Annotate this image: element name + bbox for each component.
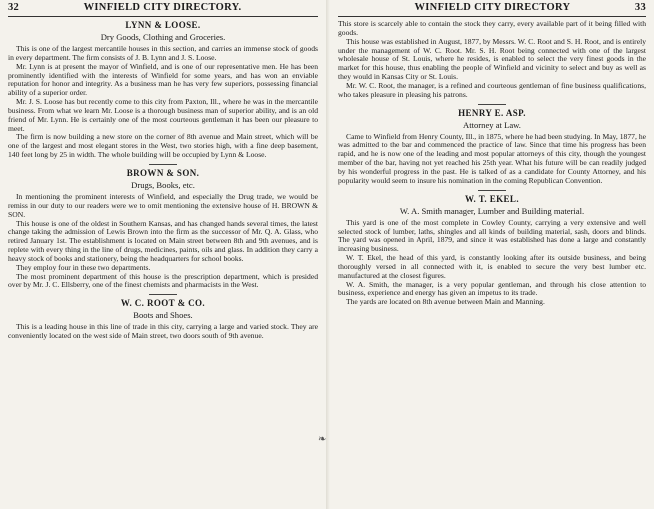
entry-wt-ekel: [338, 194, 646, 307]
entry-name: W. C. ROOT & CO.: [120, 298, 206, 309]
binding-mark: ❧: [318, 434, 327, 445]
paragraph: The most prominent department of this house is the prescription department, which is presided over by Mr. J. C. Ellsberry, one of the finest chemists and pharmacists in the West.: [8, 271, 318, 290]
paragraph: W. A. Smith, the manager, is a very popular gentleman, and through his close attention to business, experience and energy has given an impetus to its trade.: [338, 279, 646, 298]
divider: [478, 104, 506, 105]
left-page: [0, 0, 326, 509]
paragraph: Came to Winfield from Henry County, Ill., in 1875, where he had been studying. In May, 1877, he was admitted to the bar and commenced the practice of law. Since that time his progress has been rapid, and he is now one of the leading and most popular attorneys of this city, though the youngest member of the bar, having not yet reached his 25th year. What his future will be can readily judged by his wonderful progress in the past. He is talked of as a candidate for County Attorney, and his popularity would seem to insure his nomination in the coming Republican Convention.: [338, 131, 646, 185]
entry-name: HENRY E. ASP.: [458, 107, 526, 118]
entry-name: W. T. EKEL.: [464, 193, 519, 204]
entry-business: W. A. Smith manager, Lumber and Building material.: [399, 205, 585, 216]
paragraph: Mr. J. S. Loose has but recently come to this city from Paxton, Ill., where he was in the mercantile business. From what we learn Mr. Loose is a thorough business man of superior ability, and is an old friend of Mr. Lynn. He is certainly one of the most courteous gentleman it has been our pleasure to meet.: [8, 97, 318, 133]
entry-name: BROWN & SON.: [126, 167, 200, 178]
entry-brown-son: [8, 168, 318, 290]
paragraph: This yard is one of the most complete in Cowley County, carrying a very extensive and well selected stock of lumber, laths, shingles and all kinds of building material, sash, doors and blinds. The yard was opened in April, 1879, and since it was established has done a large and constantly increasing business.: [338, 217, 646, 254]
entry-business: Dry Goods, Clothing and Groceries.: [100, 32, 226, 42]
paragraph: This store is scarcely able to contain the stock they carry, every available part of it being filled with goods.: [338, 19, 646, 37]
entry-henry-asp: [338, 108, 646, 186]
paragraph: This is one of the largest mercantile houses in this section, and carries an immense stock of goods in every department. The firm consists of J. B. Lynn and J. S. Loose.: [8, 44, 318, 62]
paragraph: This house is one of the oldest in Southern Kansas, and has changed hands several times, the latest change taking the admission of Lewis Brown into the firm as the successor of Mr. Q. A. Glass, who retired January 1st. The establishment is located on Main street between 8th and 9th avenues, and is replete with every thing in the line of drugs, medicines, paints, oils and glass. In addition they carry a heavy stock of books and stationery, being the headquarters for school books.: [8, 218, 318, 263]
right-running-title: WINFIELD CITY DIRECTORY: [414, 2, 571, 13]
left-page-number: 32: [8, 2, 20, 13]
paragraph: This is a leading house in this line of trade in this city, carrying a large and varied stock. They are conveniently located on the west side of Main street, two doors south of 9th avenue.: [8, 322, 318, 341]
paragraph: W. T. Ekel, the head of this yard, is constantly looking after its outside business, and being thoroughly versed in all connected with it, is enabled to secure the very best lumber etc. manufactured at the closest figures.: [338, 253, 646, 280]
divider: [149, 294, 177, 295]
entry-business: Attorney at Law.: [463, 119, 521, 130]
right-page-number: 33: [634, 2, 646, 13]
entry-name: LYNN & LOOSE.: [125, 20, 201, 30]
divider: [149, 164, 177, 165]
entry-lynn-loose: [8, 20, 318, 160]
paragraph: Mr. W. C. Root, the manager, is a refined and courteous gentleman of fine business qualifications, who takes pleasure in pleasing his patrons.: [338, 80, 646, 99]
paragraph: This house was established in August, 1877, by Messrs. W. C. Root and S. H. Root, and is entirely under the management of W. C. Root. Mr. S. H. Root being connected with one of the largest wholesale house of St. Louis, where he resides, is enabled to select the very finest goods in the market for this house, thus enabling the people of Winfield and vicinity to select and buy as well as they would in Kansas City or St. Louis.: [338, 36, 646, 82]
entry-wc-root: [8, 298, 318, 341]
right-page: [330, 0, 654, 509]
paragraph: In mentioning the prominent interests of Winfield, and especially the Drug trade, we would be remiss in our duty to our readers were we to omit mentioning the extensive house of H. BROWN & SON.: [8, 191, 318, 219]
left-running-title: WINFIELD CITY DIRECTORY.: [83, 2, 242, 13]
entry-business: Boots and Shoes.: [133, 310, 193, 321]
paragraph: The firm is now building a new store on the corner of 8th avenue and Main street, which will be one of the largest and most elegant stores in the West, two stories high, with a fine deep basement, 140 feet long by 25 in width. The whole building will be occupied by Lynn & Loose.: [8, 132, 318, 160]
right-running-head: [338, 2, 646, 17]
entry-business: Drugs, Books, etc.: [131, 179, 195, 190]
divider: [478, 190, 506, 191]
entry-wc-root-continued: [338, 20, 646, 100]
left-running-head: [8, 2, 318, 17]
paragraph: Mr. Lynn is at present the mayor of Winfield, and is one of our representative men. He has been prominently identified with the interests of Winfield for some years, and has won an enviable reputation for honor and integrity. As a business man he has very few superiors, possessing financial ability of a superior order.: [8, 61, 318, 98]
paragraph: They employ four in these two departments.: [16, 262, 151, 272]
paragraph: The yards are located on 8th avenue between Main and Manning.: [346, 297, 545, 307]
